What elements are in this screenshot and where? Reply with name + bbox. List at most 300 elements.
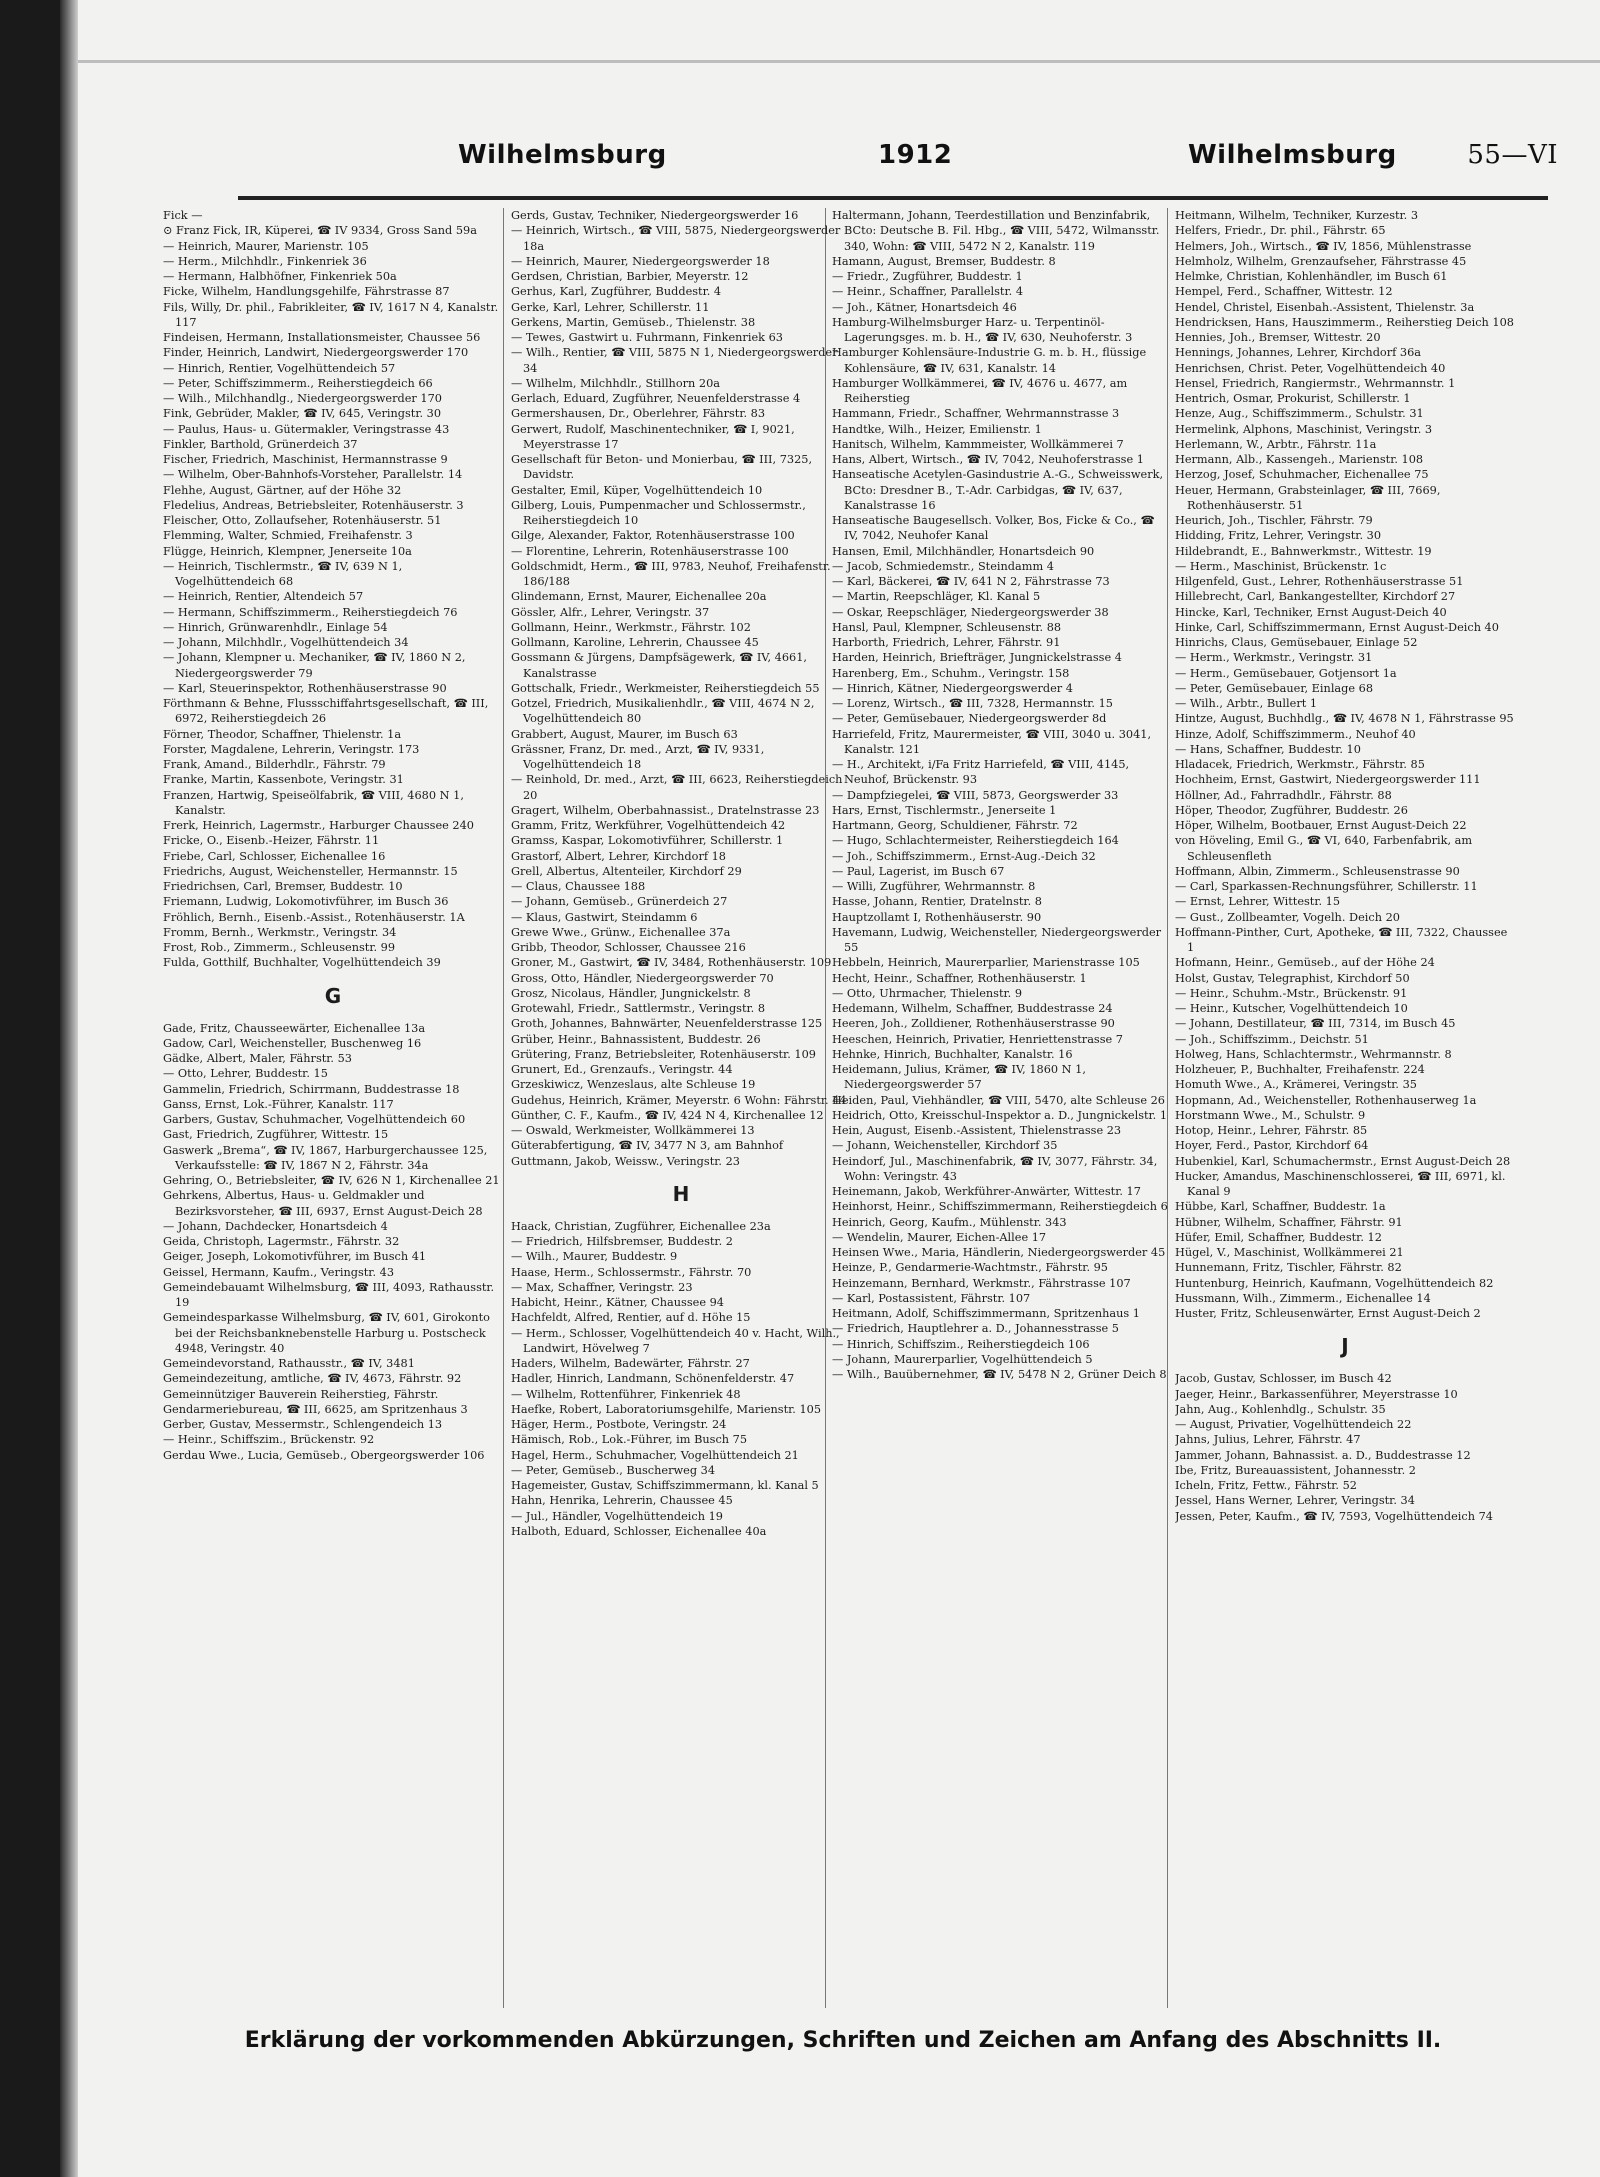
directory-entry: Gerds, Gustav, Techniker, Niedergeorgswerder 16 [511, 209, 799, 222]
directory-entry: — Oswald, Werkmeister, Wollkämmerei 13 [511, 1124, 755, 1137]
directory-entry: — Wendelin, Maurer, Eichen-Allee 17 [832, 1230, 1047, 1244]
directory-entry: Hanitsch, Wilhelm, Kammmeister, Wollkämmerei 7 [832, 437, 1124, 451]
directory-entry: Gesellschaft für Beton- und Monierbau, ☎ III, 7325, Davidstr. [511, 453, 813, 482]
directory-entry: Geissel, Hermann, Kaufm., Veringstr. 43 [163, 1265, 395, 1279]
directory-entry: — Johann, Weichensteller, Kirchdorf 35 [832, 1139, 1058, 1153]
directory-entry: Fils, Willy, Dr. phil., Fabrikleiter, ☎ IV, 1617 N 4, Kanalstr. 117 [163, 300, 499, 329]
directory-entry: Gädke, Albert, Maler, Fährstr. 53 [163, 1052, 352, 1065]
directory-entry: Finkler, Barthold, Grünerdeich 37 [163, 437, 358, 451]
directory-entry: — Friedrich, Hilfsbremser, Buddestr. 2 [511, 1235, 733, 1248]
directory-entry: Glindemann, Ernst, Maurer, Eichenallee 20a [511, 590, 767, 604]
directory-entry: Hermann, Alb., Kassengeh., Marienstr. 108 [1175, 453, 1424, 466]
directory-entry: Heindorf, Jul., Maschinenfabrik, ☎ IV, 3077, Fährstr. 34, Wohn: Veringstr. 43 [832, 1154, 1158, 1183]
directory-entry: Gehring, O., Betriebsleiter, ☎ IV, 626 N 1, Kirchenallee 21 [163, 1174, 500, 1187]
directory-entry: Herzog, Josef, Schuhmacher, Eichenallee 75 [1175, 468, 1429, 482]
directory-entry: — Heinrich, Maurer, Niedergeorgswerder 18 [511, 254, 770, 268]
directory-entry: Gerdsen, Christian, Barbier, Meyerstr. 12 [511, 270, 749, 283]
directory-entry: — Tewes, Gastwirt u. Fuhrmann, Finkenriek 63 [511, 331, 783, 344]
directory-entry: Hämisch, Rob., Lok.-Führer, im Busch 75 [511, 1433, 748, 1447]
directory-entry: Huntenburg, Heinrich, Kaufmann, Vogelhüttendeich 82 [1175, 1276, 1494, 1290]
directory-entry: — Heinrich, Rentier, Altendeich 57 [163, 590, 364, 604]
directory-entry: — H., Architekt, i/Fa Fritz Harriefeld, ☎ VIII, 4145, Neuhof, Brückenstr. 93 [832, 758, 1130, 787]
page-edge-shadow [60, 0, 78, 2177]
header-year: 1912 [878, 140, 953, 170]
header-rule [238, 196, 1548, 200]
directory-entry: — Hinrich, Kätner, Niedergeorgswerder 4 [832, 681, 1073, 695]
directory-entry: Jaeger, Heinr., Barkassenführer, Meyerstrasse 10 [1175, 1387, 1458, 1401]
directory-entry: Habicht, Heinr., Kätner, Chaussee 94 [511, 1296, 724, 1309]
directory-entry: Hein, August, Eisenb.-Assistent, Thielenstrasse 23 [832, 1124, 1122, 1137]
directory-entry: Höper, Wilhelm, Bootbauer, Ernst August-Deich 22 [1175, 819, 1467, 832]
directory-entry: Heidrich, Otto, Kreisschul-Inspektor a. D., Jungnickelstr. 1 [832, 1108, 1168, 1122]
directory-entry: Heitmann, Wilhelm, Techniker, Kurzestr. 3 [1175, 209, 1419, 222]
directory-entry: Grastorf, Albert, Lehrer, Kirchdorf 18 [511, 849, 726, 863]
directory-entry: Hofmann, Heinr., Gemüseb., auf der Höhe 24 [1175, 956, 1435, 970]
directory-entry: Haders, Wilhelm, Badewärter, Fährstr. 27 [511, 1357, 750, 1370]
directory-entry: Hilgenfeld, Gust., Lehrer, Rothenhäuserstrasse 51 [1175, 575, 1464, 588]
directory-entry: Jessen, Peter, Kaufm., ☎ IV, 7593, Vogelhüttendeich 74 [1175, 1509, 1493, 1523]
directory-entry: — Wilhelm, Milchhdlr., Stillhorn 20a [511, 376, 721, 390]
directory-entry: Hehnke, Hinrich, Buchhalter, Kanalstr. 16 [832, 1047, 1073, 1061]
directory-entry: Harriefeld, Fritz, Maurermeister, ☎ VIII, 3040 u. 3041, Kanalstr. 121 [832, 727, 1152, 756]
directory-entry: Flemming, Walter, Schmied, Freihafenstr. 3 [163, 529, 413, 543]
directory-entry: Gast, Friedrich, Zugführer, Wittestr. 15 [163, 1128, 389, 1142]
directory-entry: — Hinrich, Rentier, Vogelhüttendeich 57 [163, 361, 396, 375]
directory-entry: Gemeindebauamt Wilhelmsburg, ☎ III, 4093, Rathausstr. 19 [163, 1280, 495, 1309]
directory-entry: Hinrichs, Claus, Gemüsebauer, Einlage 52 [1175, 636, 1418, 649]
directory-entry: Halboth, Eduard, Schlosser, Eichenallee 40a [511, 1524, 767, 1538]
directory-entry: Henze, Aug., Schiffszimmerm., Schulstr. 31 [1175, 407, 1424, 421]
directory-entry: — Karl, Postassistent, Fährstr. 107 [832, 1291, 1031, 1305]
directory-entry: Hasse, Johann, Rentier, Dratelnstr. 8 [832, 895, 1042, 909]
directory-entry: Hübbe, Karl, Schaffner, Buddestr. 1a [1175, 1200, 1386, 1214]
directory-entry: Homuth Wwe., A., Krämerei, Veringstr. 35 [1175, 1078, 1417, 1092]
directory-entry: — Herm., Gemüsebauer, Gotjensort 1a [1175, 666, 1397, 680]
directory-entry: Friedrichsen, Carl, Bremser, Buddestr. 10 [163, 880, 403, 893]
directory-entry: Hanseatische Baugesellsch. Volker, Bos, Ficke & Co., ☎ IV, 7042, Neuhofer Kanal [832, 514, 1155, 543]
directory-entry: — Willi, Zugführer, Wehrmannstr. 8 [832, 880, 1036, 893]
directory-entry: Hunnemann, Fritz, Tischler, Fährstr. 82 [1175, 1261, 1402, 1275]
page-header [158, 140, 1578, 188]
directory-entry: — Wilh., Bauübernehmer, ☎ IV, 5478 N 2, Grüner Deich 8 [832, 1368, 1167, 1381]
directory-entry: Gerwert, Rudolf, Maschinentechniker, ☎ I, 9021, Meyerstrasse 17 [511, 422, 795, 451]
directory-entry: Huster, Fritz, Schleusenwärter, Ernst August-Deich 2 [1175, 1307, 1481, 1320]
directory-entry: Grotewahl, Friedr., Sattlermstr., Veringstr. 8 [511, 1002, 766, 1015]
directory-entry: Gendarmeriebureau, ☎ III, 6625, am Spritzenhaus 3 [163, 1402, 468, 1416]
directory-entry: — Hugo, Schlachtermeister, Reiherstiegdeich 164 [832, 834, 1119, 848]
directory-entry: — Heinr., Schiffszim., Brückenstr. 92 [163, 1433, 375, 1447]
directory-entry: Gaswerk „Brema“, ☎ IV, 1867, Harburgerchaussee 125, Verkaufsstelle: ☎ IV, 1867 N 2, Fährstr. 34a [163, 1143, 488, 1172]
directory-entry: Gramss, Kaspar, Lokomotivführer, Schillerstr. 1 [511, 834, 784, 848]
directory-entry: Haltermann, Johann, Teerdestillation und Benzinfabrik, BCto: Deutsche B. Fil. Hbg., ☎ VIII, 5472, Wilmansstr. 340, Wohn: ☎ VIII, 5472 N 2, Kanalstr. 119 [832, 209, 1160, 253]
directory-entry: Hendel, Christel, Eisenbah.-Assistent, Thielenstr. 3a [1175, 300, 1475, 314]
directory-entry: Harenberg, Em., Schuhm., Veringstr. 158 [832, 666, 1070, 680]
directory-entry: Groth, Johannes, Bahnwärter, Neuenfelderstrasse 125 [511, 1017, 823, 1031]
directory-entry: Hübner, Wilhelm, Schaffner, Fährstr. 91 [1175, 1215, 1403, 1229]
directory-entry: Hennings, Johannes, Lehrer, Kirchdorf 36a [1175, 346, 1422, 360]
directory-entry: Fleischer, Otto, Zollaufseher, Rotenhäuserstr. 51 [163, 514, 442, 527]
directory-entry: Hartmann, Georg, Schuldiener, Fährstr. 72 [832, 819, 1078, 832]
directory-entry: Hansl, Paul, Klempner, Schleusenstr. 88 [832, 620, 1062, 634]
column-divider [503, 208, 504, 2008]
directory-entry: Herlemann, W., Arbtr., Fährstr. 11a [1175, 437, 1377, 451]
directory-entry: Hammann, Friedr., Schaffner, Wehrmannstrasse 3 [832, 407, 1120, 421]
directory-entry: Hillebrecht, Carl, Bankangestellter, Kirchdorf 27 [1175, 590, 1456, 604]
directory-entry: Güterabfertigung, ☎ IV, 3477 N 3, am Bahnhof [511, 1139, 784, 1153]
directory-entry: — Herm., Maschinist, Brückenstr. 1c [1175, 559, 1387, 573]
directory-entry: — Paulus, Haus- u. Gütermakler, Veringstrasse 43 [163, 422, 450, 436]
directory-entry: Harborth, Friedrich, Lehrer, Fährstr. 91 [832, 636, 1061, 649]
directory-entry: Hansen, Emil, Milchhändler, Honartsdeich 90 [832, 544, 1095, 558]
directory-entry: Hebbeln, Heinrich, Maurerparlier, Marienstrasse 105 [832, 956, 1140, 970]
directory-entry: — Carl, Sparkassen-Rechnungsführer, Schillerstr. 11 [1175, 880, 1478, 893]
directory-entry: Franke, Martin, Kassenbote, Veringstr. 31 [163, 773, 404, 787]
directory-entry: — Hermann, Halbhöfner, Finkenriek 50a [163, 270, 397, 283]
header-left: Wilhelmsburg [458, 140, 667, 170]
directory-entry: Förthmann & Behne, Flussschiffahrtsgesellschaft, ☎ III, 6972, Reiherstiegdeich 26 [163, 697, 489, 726]
directory-entry: Heurich, Joh., Tischler, Fährstr. 79 [1175, 514, 1373, 527]
directory-entry: Frank, Amand., Bilderhdlr., Fährstr. 79 [163, 758, 386, 771]
directory-entry: — Johann, Klempner u. Mechaniker, ☎ IV, 1860 N 2, Niedergeorgswerder 79 [163, 651, 466, 680]
directory-entry: — Heinrich, Tischlermstr., ☎ IV, 639 N 1, Vogelhüttendeich 68 [163, 559, 403, 588]
directory-entry: Hinze, Adolf, Schiffszimmerm., Neuhof 40 [1175, 727, 1416, 741]
directory-entry: — Wilh., Milchhandlg., Niedergeorgswerder 170 [163, 392, 442, 405]
directory-entry: Helfers, Friedr., Dr. phil., Fährstr. 65 [1175, 224, 1386, 238]
directory-entry: Haefke, Robert, Laboratoriumsgehilfe, Marienstr. 105 [511, 1402, 822, 1416]
directory-entry: Garbers, Gustav, Schuhmacher, Vogelhüttendeich 60 [163, 1113, 466, 1126]
directory-entry: Höper, Theodor, Zugführer, Buddestr. 26 [1175, 803, 1408, 817]
directory-entry: Gestalter, Emil, Küper, Vogelhüttendeich 10 [511, 483, 763, 497]
directory-entry: Hagel, Herm., Schuhmacher, Vogelhüttendeich 21 [511, 1448, 799, 1462]
directory-entry: Hügel, V., Maschinist, Wollkämmerei 21 [1175, 1246, 1404, 1259]
directory-entry: — Jacob, Schmiedemstr., Steindamm 4 [832, 559, 1054, 573]
directory-entry: Helmke, Christian, Kohlenhändler, im Busch 61 [1175, 270, 1448, 283]
directory-entry: Hecht, Heinr., Schaffner, Rothenhäuserstr. 1 [832, 971, 1087, 985]
directory-entry: — Wilhelm, Ober-Bahnhofs-Vorsteher, Parallelstr. 14 [163, 468, 463, 482]
directory-entry: Gross, Otto, Händler, Niedergeorgswerder 70 [511, 971, 774, 985]
directory-entry: Heinemann, Jakob, Werkführer-Anwärter, Wittestr. 17 [832, 1185, 1141, 1198]
directory-entry: Hamann, August, Bremser, Buddestr. 8 [832, 254, 1056, 268]
directory-entry: Fröhlich, Bernh., Eisenb.-Assist., Rotenhäuserstr. 1A [163, 910, 465, 924]
directory-entry: — Joh., Kätner, Honartsdeich 46 [832, 300, 1017, 314]
directory-entry: Hucker, Amandus, Maschinenschlosserei, ☎ III, 6971, kl. Kanal 9 [1175, 1169, 1506, 1198]
directory-entry: ⊙ Franz Fick, IR, Küperei, ☎ IV 9334, Gross Sand 59a [163, 224, 477, 238]
directory-entry: — Joh., Schiffszimm., Deichstr. 51 [1175, 1032, 1369, 1046]
directory-entry: — Johann, Gemüseb., Grünerdeich 27 [511, 895, 728, 909]
directory-entry: Heidemann, Julius, Krämer, ☎ IV, 1860 N 1, Niedergeorgswerder 57 [832, 1063, 1086, 1092]
directory-entry: Hamburger Wollkämmerei, ☎ IV, 4676 u. 4677, am Reiherstieg [832, 376, 1128, 405]
directory-entry: Gemeindesparkasse Wilhelmsburg, ☎ IV, 601, Girokonto bei der Reichsbanknebenstelle Harburg u. Postscheck 4948, Veringstr. 40 [163, 1311, 490, 1355]
directory-entry: Häger, Herm., Postbote, Veringstr. 24 [511, 1418, 727, 1431]
directory-entry: Hamburg-Wilhelmsburger Harz- u. Terpentinöl-Lagerungsges. m. b. H., ☎ IV, 630, Neuhoferstr. 3 [832, 315, 1133, 344]
directory-entry: — Wilh., Maurer, Buddestr. 9 [511, 1250, 678, 1264]
footer-note: Erklärung der vorkommenden Abkürzungen, Schriften und Zeichen am Anfang des Abschnitts II. [244, 2028, 1442, 2053]
directory-entry: Gadow, Carl, Weichensteller, Buschenweg 16 [163, 1036, 422, 1050]
directory-entry: Gotzel, Friedrich, Musikalienhdlr., ☎ VIII, 4674 N 2, Vogelhüttendeich 80 [511, 697, 815, 726]
directory-entry: Grütering, Franz, Betriebsleiter, Rotenhäuserstr. 109 [511, 1047, 816, 1061]
directory-entry: Hars, Ernst, Tischlermstr., Jenerseite 1 [832, 803, 1057, 817]
directory-entry: Ganss, Ernst, Lok.-Führer, Kanalstr. 117 [163, 1097, 394, 1111]
directory-entry: Heiden, Paul, Viehhändler, ☎ VIII, 5470, alte Schleuse 26 [832, 1093, 1165, 1107]
directory-entry: Gollmann, Karoline, Lehrerin, Chaussee 45 [511, 636, 759, 649]
directory-entry: Helmholz, Wilhelm, Grenzaufseher, Fährstrasse 45 [1175, 254, 1467, 268]
directory-entry: — Karl, Bäckerei, ☎ IV, 641 N 2, Fährstrasse 73 [832, 575, 1110, 588]
directory-entry: Gade, Fritz, Chausseewärter, Eichenallee 13a [163, 1021, 426, 1035]
directory-entry: Havemann, Ludwig, Weichensteller, Niedergeorgswerder 55 [832, 925, 1162, 954]
directory-entry: Finder, Heinrich, Landwirt, Niedergeorgswerder 170 [163, 346, 469, 360]
directory-entry: — Lorenz, Wirtsch., ☎ III, 7328, Hermannstr. 15 [832, 697, 1113, 710]
directory-entry: Hopmann, Ad., Weichensteller, Rothenhauserweg 1a [1175, 1093, 1477, 1107]
top-margin-line [78, 60, 1600, 63]
directory-entry: Gössler, Alfr., Lehrer, Veringstr. 37 [511, 605, 710, 619]
directory-entry: Hennies, Joh., Bremser, Wittestr. 20 [1175, 331, 1381, 344]
directory-entry: Goldschmidt, Herm., ☎ III, 9783, Neuhof, Freihafenstr. 186/188 [511, 559, 831, 588]
directory-entry: Henrichsen, Christ. Peter, Vogelhüttendeich 40 [1175, 361, 1446, 375]
directory-entry: — Heinrich, Wirtsch., ☎ VIII, 5875, Niedergeorgswerder 18a [511, 224, 841, 253]
directory-entry: — Herm., Schlosser, Vogelhüttendeich 40 v. Hacht, Wilh., Landwirt, Hövelweg 7 [511, 1326, 840, 1355]
directory-entry: Jahns, Julius, Lehrer, Fährstr. 47 [1175, 1433, 1361, 1447]
directory-entry: Hentrich, Osmar, Prokurist, Schillerstr. 1 [1175, 392, 1411, 405]
directory-entry: — August, Privatier, Vogelhüttendeich 22 [1175, 1418, 1412, 1431]
directory-entry: Jahn, Aug., Kohlenhdlg., Schulstr. 35 [1175, 1402, 1386, 1416]
directory-entry: — Friedrich, Hauptlehrer a. D., Johannesstrasse 5 [832, 1322, 1119, 1336]
directory-entry: Gribb, Theodor, Schlosser, Chaussee 216 [511, 941, 746, 954]
directory-entry: — Dampfziegelei, ☎ VIII, 5873, Georgswerder 33 [832, 788, 1119, 802]
directory-entry: — Wilh., Arbtr., Bullert 1 [1175, 697, 1318, 710]
directory-entry: — Peter, Gemüsebauer, Niedergeorgswerder 8d [832, 712, 1107, 726]
directory-entry: — Klaus, Gastwirt, Steindamm 6 [511, 910, 698, 924]
directory-entry: Grosz, Nicolaus, Händler, Jungnickelstr. 8 [511, 986, 751, 1000]
directory-entry: Höllner, Ad., Fahrradhdlr., Fährstr. 88 [1175, 788, 1392, 802]
directory-entry: Hahn, Henrika, Lehrerin, Chaussee 45 [511, 1494, 733, 1508]
directory-entry: — Heinr., Schaffner, Parallelstr. 4 [832, 285, 1024, 299]
column-2 [511, 208, 851, 2018]
directory-entry: Gemeindezeitung, amtliche, ☎ IV, 4673, Fährstr. 92 [163, 1372, 462, 1386]
directory-entry: Hubenkiel, Karl, Schumachermstr., Ernst August-Deich 28 [1175, 1154, 1511, 1168]
directory-entry: Hachfeldt, Alfred, Rentier, auf d. Höhe 15 [511, 1311, 751, 1325]
directory-entry: — Karl, Steuerinspektor, Rothenhäuserstrasse 90 [163, 681, 447, 695]
directory-entry: Helmers, Joh., Wirtsch., ☎ IV, 1856, Mühlenstrasse [1175, 239, 1472, 253]
directory-entry: Hermelink, Alphons, Maschinist, Veringstr. 3 [1175, 422, 1433, 436]
directory-entry: Findeisen, Hermann, Installationsmeister, Chaussee 56 [163, 331, 481, 344]
directory-entry: — Wilh., Rentier, ☎ VIII, 5875 N 1, Niedergeorgswerder 34 [511, 346, 838, 375]
directory-entry: Horstmann Wwe., M., Schulstr. 9 [1175, 1108, 1366, 1122]
directory-entry: Hanseatische Acetylen-Gasindustrie A.-G., Schweisswerk, BCto: Dresdner B., T.-Adr. Carbidgas, ☎ IV, 637, Kanalstrasse 16 [832, 468, 1164, 512]
directory-entry: — Gust., Zollbeamter, Vogelh. Deich 20 [1175, 910, 1400, 924]
directory-entry: Gammelin, Friedrich, Schirrmann, Buddestrasse 18 [163, 1082, 460, 1096]
section-letter: H [672, 1181, 690, 1206]
directory-entry: Icheln, Fritz, Fettw., Fährstr. 52 [1175, 1479, 1357, 1492]
directory-entry: — Max, Schaffner, Veringstr. 23 [511, 1280, 693, 1294]
directory-entry: Harden, Heinrich, Briefträger, Jungnickelstrasse 4 [832, 651, 1122, 665]
directory-entry: Gerdau Wwe., Lucia, Gemüseb., Obergeorgswerder 106 [163, 1448, 485, 1462]
directory-entry: Gerber, Gustav, Messermstr., Schlengendeich 13 [163, 1418, 443, 1431]
directory-entry: Hempel, Ferd., Schaffner, Wittestr. 12 [1175, 285, 1393, 299]
directory-entry: Hagemeister, Gustav, Schiffszimmermann, kl. Kanal 5 [511, 1479, 819, 1492]
directory-entry: Heinrich, Georg, Kaufm., Mühlenstr. 343 [832, 1215, 1067, 1229]
directory-entry: Flügge, Heinrich, Klempner, Jenerseite 10a [163, 544, 412, 558]
directory-entry: — Friedr., Zugführer, Buddestr. 1 [832, 270, 1023, 283]
directory-entry: Fink, Gebrüder, Makler, ☎ IV, 645, Veringstr. 30 [163, 407, 442, 421]
directory-entry: — Paul, Lagerist, im Busch 67 [832, 864, 1005, 878]
directory-entry: Handtke, Wilh., Heizer, Emilienstr. 1 [832, 422, 1042, 436]
directory-entry: Gerkens, Martin, Gemüseb., Thielenstr. 38 [511, 315, 756, 329]
directory-entry: — Heinr., Schuhm.-Mstr., Brückenstr. 91 [1175, 986, 1408, 1000]
directory-entry: Gerlach, Eduard, Zugführer, Neuenfelderstrasse 4 [511, 392, 801, 405]
directory-entry: Günther, C. F., Kaufm., ☎ IV, 424 N 4, Kirchenallee 12 [511, 1108, 824, 1122]
directory-entry: Heeren, Joh., Zolldiener, Rothenhäuserstrasse 90 [832, 1017, 1115, 1031]
directory-entry: Friebe, Carl, Schlosser, Eichenallee 16 [163, 849, 386, 863]
directory-entry: — Reinhold, Dr. med., Arzt, ☎ III, 6623, Reiherstiegdeich 20 [511, 773, 843, 802]
directory-entry: Holweg, Hans, Schlachtermstr., Wehrmannstr. 8 [1175, 1047, 1452, 1061]
directory-entry: Ibe, Fritz, Bureauassistent, Johannesstr. 2 [1175, 1463, 1416, 1477]
directory-entry: Gemeindevorstand, Rathausstr., ☎ IV, 3481 [163, 1357, 415, 1370]
directory-entry: Fromm, Bernh., Werkmstr., Veringstr. 34 [163, 925, 397, 939]
directory-entry: Hamburger Kohlensäure-Industrie G. m. b. H., flüssige Kohlensäure, ☎ IV, 631, Kanalstr. 14 [832, 346, 1147, 375]
directory-entry: Heinsen Wwe., Maria, Händlerin, Niedergeorgswerder 45 [832, 1246, 1166, 1259]
directory-entry: — Oskar, Reepschläger, Niedergeorgswerder 38 [832, 605, 1109, 619]
directory-entry: Fischer, Friedrich, Maschinist, Hermannstrasse 9 [163, 453, 448, 466]
section-letter: G [324, 983, 342, 1008]
directory-entry: Grabbert, August, Maurer, im Busch 63 [511, 727, 738, 741]
directory-entry: Grunert, Ed., Grenzaufs., Veringstr. 44 [511, 1063, 733, 1076]
directory-entry: — Johann, Maurerparlier, Vogelhüttendeich 5 [832, 1352, 1093, 1366]
directory-entry: Geiger, Joseph, Lokomotivführer, im Busch 41 [163, 1250, 427, 1264]
directory-entry: Jessel, Hans Werner, Lehrer, Veringstr. 34 [1175, 1494, 1415, 1508]
directory-entry: Grüber, Heinr., Bahnassistent, Buddestr. 26 [511, 1032, 761, 1046]
directory-entry: — Jul., Händler, Vogelhüttendeich 19 [511, 1509, 723, 1523]
directory-entry: — Peter, Schiffszimmerm., Reiherstiegdeich 66 [163, 376, 433, 390]
directory-entry: Gramm, Fritz, Werkführer, Vogelhüttendeich 42 [511, 819, 786, 832]
directory-entry: Fulda, Gotthilf, Buchhalter, Vogelhüttendeich 39 [163, 956, 441, 970]
directory-entry: Hintze, August, Buchhdlg., ☎ IV, 4678 N 1, Fährstrasse 95 [1175, 712, 1514, 726]
directory-entry: Hoffmann, Albin, Zimmerm., Schleusenstrasse 90 [1175, 864, 1460, 878]
directory-entry: Fick — [163, 209, 203, 222]
directory-entry: — Otto, Uhrmacher, Thielenstr. 9 [832, 986, 1023, 1000]
directory-entry: Hedemann, Wilhelm, Schaffner, Buddestrasse 24 [832, 1002, 1113, 1015]
directory-entry: Gudehus, Heinrich, Krämer, Meyerstr. 6 Wohn: Fährstr. 44 [511, 1093, 847, 1107]
directory-entry: Ficke, Wilhelm, Handlungsgehilfe, Fährstrasse 87 [163, 285, 450, 299]
directory-entry: Frerk, Heinrich, Lagermstr., Harburger Chaussee 240 [163, 819, 474, 832]
directory-entry: — Hermann, Schiffszimmerm., Reiherstiegdeich 76 [163, 605, 458, 619]
directory-entry: Fledelius, Andreas, Betriebsleiter, Rotenhäuserstr. 3 [163, 498, 464, 512]
directory-entry: Grewe Wwe., Grünw., Eichenallee 37a [511, 925, 731, 939]
directory-entry: — Ernst, Lehrer, Wittestr. 15 [1175, 895, 1341, 909]
directory-entry: Jammer, Johann, Bahnassist. a. D., Buddestrasse 12 [1175, 1448, 1471, 1462]
directory-entry: Haase, Herm., Schlossermstr., Fährstr. 70 [511, 1265, 752, 1279]
header-right: Wilhelmsburg [1188, 140, 1397, 170]
directory-entry: Hidding, Fritz, Lehrer, Veringstr. 30 [1175, 529, 1382, 543]
directory-entry: Heinhorst, Heinr., Schiffszimmermann, Reiherstiegdeich 6 [832, 1200, 1168, 1214]
directory-entry: Forster, Magdalene, Lehrerin, Veringstr. 173 [163, 742, 420, 756]
directory-entry: Hladacek, Friedrich, Werkmstr., Fährstr. 85 [1175, 758, 1425, 771]
directory-entry: Hildebrandt, E., Bahnwerkmstr., Wittestr. 19 [1175, 544, 1432, 558]
directory-page [78, 0, 1600, 2177]
directory-entry: Franzen, Hartwig, Speiseölfabrik, ☎ VIII, 4680 N 1, Kanalstr. [163, 788, 464, 817]
directory-entry: Grzeskiwicz, Wenzeslaus, alte Schleuse 19 [511, 1078, 756, 1092]
directory-entry: Gottschalk, Friedr., Werkmeister, Reiherstiegdeich 55 [511, 681, 820, 695]
directory-entry: — Claus, Chaussee 188 [511, 880, 646, 893]
directory-entry: Hincke, Karl, Techniker, Ernst August-Deich 40 [1175, 605, 1447, 619]
directory-entry: Hochheim, Ernst, Gastwirt, Niedergeorgswerder 111 [1175, 773, 1481, 787]
directory-entry: Hauptzollamt I, Rothenhäuserstr. 90 [832, 910, 1042, 924]
page-number: 55—VI [1467, 140, 1558, 170]
directory-entry: — Heinrich, Maurer, Marienstr. 105 [163, 239, 369, 253]
directory-entry: Gerke, Karl, Lehrer, Schillerstr. 11 [511, 300, 710, 314]
directory-entry: Hussmann, Wilh., Zimmerm., Eichenallee 14 [1175, 1291, 1431, 1305]
directory-entry: Gilberg, Louis, Pumpenmacher und Schlossermstr., Reiherstiegdeich 10 [511, 498, 806, 527]
directory-entry: — Herm., Werkmstr., Veringstr. 31 [1175, 651, 1373, 665]
directory-entry: — Otto, Lehrer, Buddestr. 15 [163, 1067, 328, 1081]
directory-entry: Fricke, O., Eisenb.-Heizer, Fährstr. 11 [163, 834, 380, 848]
column-3 [832, 208, 1172, 2018]
directory-entry: Gehrkens, Albertus, Haus- u. Geldmakler und Bezirksvorsteher, ☎ III, 6937, Ernst August-Deich 28 [163, 1189, 483, 1218]
directory-entry: Friemann, Ludwig, Lokomotivführer, im Busch 36 [163, 895, 449, 909]
directory-entry: Gragert, Wilhelm, Oberbahnassist., Dratelnstrasse 23 [511, 803, 820, 817]
directory-entry: Hoffmann-Pinther, Curt, Apotheke, ☎ III, 7322, Chaussee 1 [1175, 925, 1508, 954]
directory-entry: — Hinrich, Grünwarenhdlr., Einlage 54 [163, 620, 388, 634]
directory-entry: Guttmann, Jakob, Weissw., Veringstr. 23 [511, 1154, 740, 1168]
directory-entry: Germershausen, Dr., Oberlehrer, Fährstr. 83 [511, 407, 766, 421]
directory-entry: Jacob, Gustav, Schlosser, im Busch 42 [1175, 1372, 1392, 1386]
directory-entry: Holst, Gustav, Telegraphist, Kirchdorf 50 [1175, 971, 1410, 985]
directory-entry: Hendricksen, Hans, Hauszimmerm., Reiherstieg Deich 108 [1175, 315, 1514, 329]
directory-entry: Gossmann & Jürgens, Dampfsägewerk, ☎ IV, 4661, Kanalstrasse [511, 651, 808, 680]
directory-entry: — Peter, Gemüsebauer, Einlage 68 [1175, 681, 1374, 695]
section-letter: J [1341, 1334, 1349, 1359]
directory-entry: — Johann, Destillateur, ☎ III, 7314, im Busch 45 [1175, 1017, 1456, 1031]
directory-entry: Heitmann, Adolf, Schiffszimmermann, Spritzenhaus 1 [832, 1307, 1140, 1320]
column-4 [1175, 208, 1515, 2018]
directory-entry: Hadler, Hinrich, Landmann, Schönenfelderstr. 47 [511, 1372, 795, 1386]
directory-entry: — Herm., Milchhdlr., Finkenriek 36 [163, 254, 367, 268]
directory-entry: Heinzemann, Bernhard, Werkmstr., Fährstrasse 107 [832, 1276, 1131, 1290]
directory-entry: — Peter, Gemüseb., Buscherweg 34 [511, 1463, 716, 1477]
directory-entry: Hoyer, Ferd., Pastor, Kirchdorf 64 [1175, 1139, 1369, 1153]
directory-entry: Hüfer, Emil, Schaffner, Buddestr. 12 [1175, 1230, 1382, 1244]
directory-entry: Hinke, Carl, Schiffszimmermann, Ernst August-Deich 40 [1175, 620, 1499, 634]
directory-entry: von Höveling, Emil G., ☎ VI, 640, Farbenfabrik, am Schleusenfleth [1175, 834, 1473, 863]
directory-entry: Haack, Christian, Zugführer, Eichenallee 23a [511, 1219, 771, 1233]
directory-entry: Gollmann, Heinr., Werkmstr., Fährstr. 102 [511, 620, 751, 634]
directory-entry: Heuer, Hermann, Grabsteinlager, ☎ III, 7669, Rothenhäuserstr. 51 [1175, 483, 1441, 512]
directory-entry: Heinze, P., Gendarmerie-Wachtmstr., Fährstr. 95 [832, 1261, 1108, 1275]
directory-entry: — Johann, Dachdecker, Honartsdeich 4 [163, 1219, 388, 1233]
directory-entry: Hans, Albert, Wirtsch., ☎ IV, 7042, Neuhoferstrasse 1 [832, 453, 1144, 466]
directory-entry: Flehhe, August, Gärtner, auf der Höhe 32 [163, 483, 402, 497]
directory-entry: Friedrichs, August, Weichensteller, Hermannstr. 15 [163, 864, 458, 878]
directory-entry: Gerhus, Karl, Zugführer, Buddestr. 4 [511, 285, 722, 299]
directory-entry: — Hinrich, Schiffszim., Reiherstiegdeich 106 [832, 1337, 1090, 1351]
directory-entry: — Johann, Milchhdlr., Vogelhüttendeich 34 [163, 636, 409, 649]
directory-entry: Hotop, Heinr., Lehrer, Fährstr. 85 [1175, 1124, 1368, 1137]
directory-entry: — Joh., Schiffszimmerm., Ernst-Aug.-Deich 32 [832, 849, 1096, 863]
directory-entry: Geida, Christoph, Lagermstr., Fährstr. 32 [163, 1235, 400, 1248]
directory-entry: Gemeinnütziger Bauverein Reiherstieg, Fährstr. [163, 1387, 439, 1401]
directory-entry: Hensel, Friedrich, Rangiermstr., Wehrmannstr. 1 [1175, 376, 1456, 390]
directory-entry: — Heinr., Kutscher, Vogelhüttendeich 10 [1175, 1002, 1408, 1015]
directory-entry: Heeschen, Heinrich, Privatier, Henriettenstrasse 7 [832, 1032, 1123, 1046]
column-1 [163, 208, 503, 2018]
directory-entry: — Wilhelm, Rottenführer, Finkenriek 48 [511, 1387, 741, 1401]
directory-entry: Gilge, Alexander, Faktor, Rotenhäuserstrasse 100 [511, 529, 795, 543]
directory-entry: Frost, Rob., Zimmerm., Schleusenstr. 99 [163, 941, 396, 954]
scan-border [0, 0, 60, 2177]
directory-entry: Groner, M., Gastwirt, ☎ IV, 3484, Rothenhäuserstr. 109 [511, 956, 832, 970]
directory-entry: — Hans, Schaffner, Buddestr. 10 [1175, 742, 1361, 756]
directory-entry: Holzheuer, P., Buchhalter, Freihafenstr. 224 [1175, 1063, 1425, 1076]
directory-entry: — Florentine, Lehrerin, Rotenhäuserstrasse 100 [511, 544, 789, 558]
